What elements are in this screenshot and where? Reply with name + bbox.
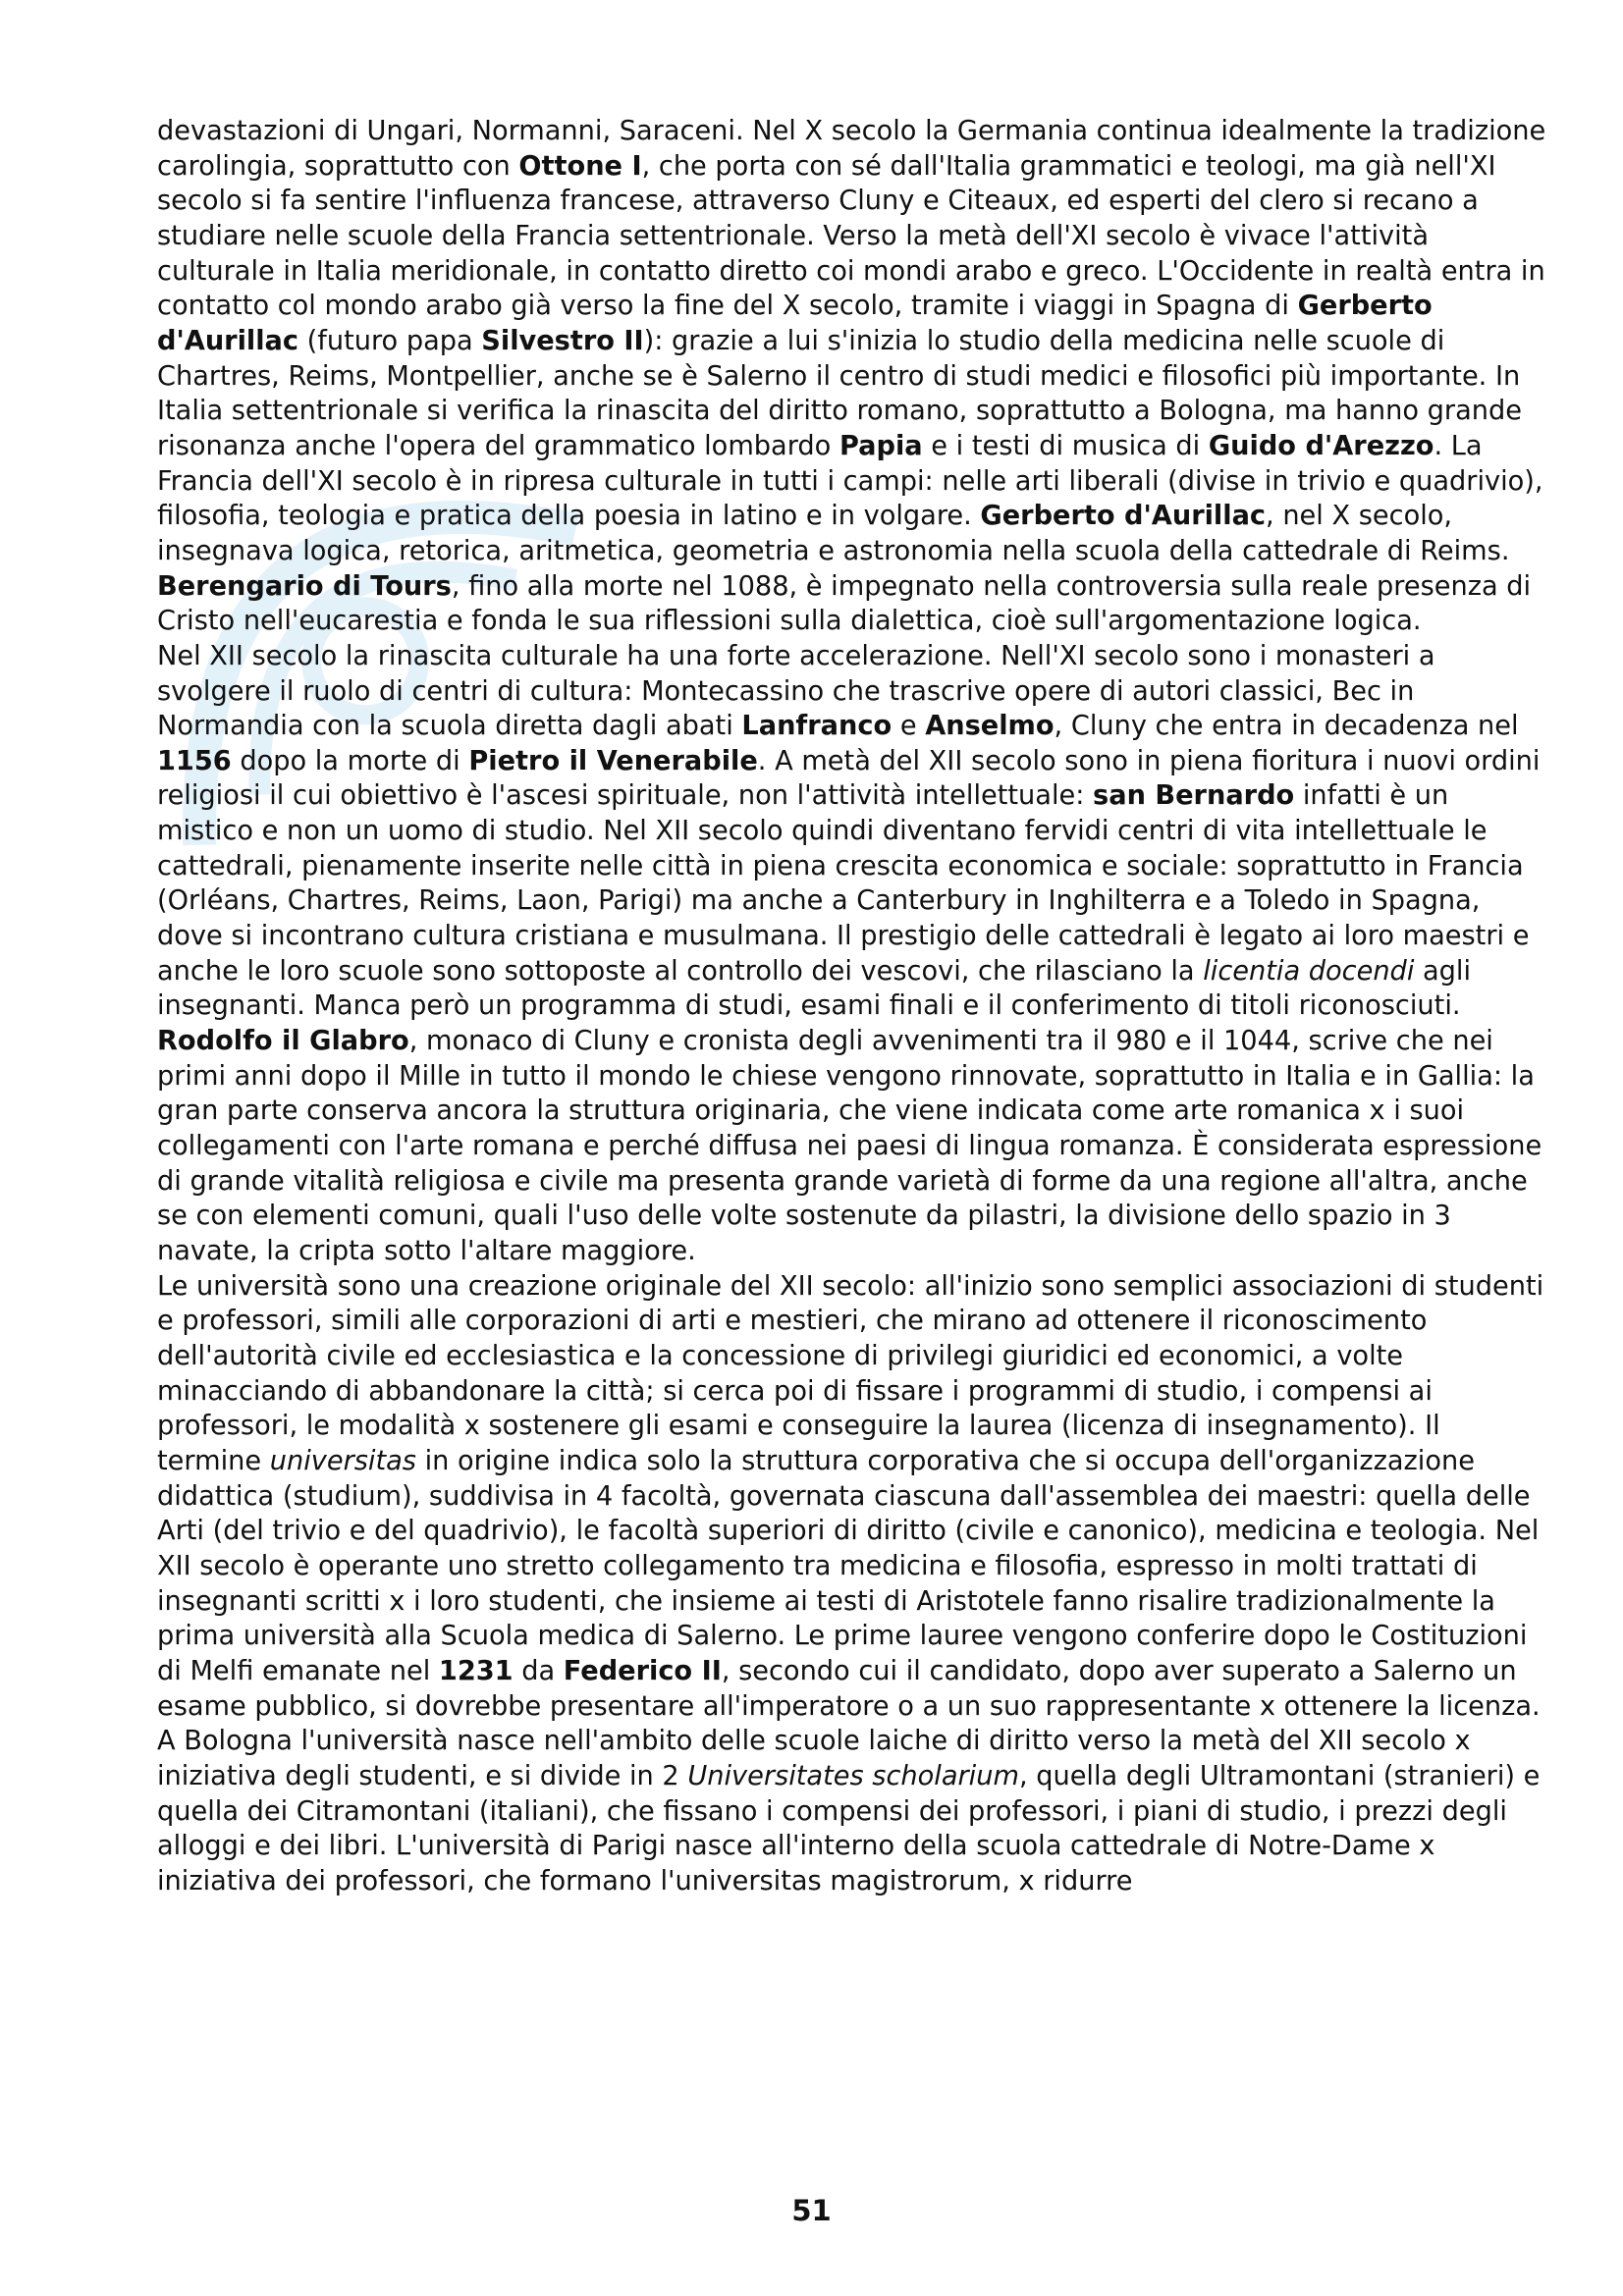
text-run: infatti è un mistico e non un uomo di studio. Nel XII secolo quindi diventano fervidi centri di vita intellettuale le cattedrali, pienamente inserite nelle città in piena crescita economica e sociale: soprattutto in Francia (Orléans, Chartres, Reims, Laon, Parigi) ma anche a Canterbury in Inghilterra e a Toledo in Spagna, dove si incontrano cultura cristiana e musulmana. Il prestigio delle cattedrali è legato ai loro maestri e anche le loro scuole sono sottoposte al controllo dei vescovi, che rilasciano la — [157, 780, 1530, 987]
text-run: , fino alla morte nel 1088, è impegnato nella controversia sulla reale presenza di Cristo nell'eucarestia e fonda le sua riflessioni sulla dialettica, cioè sull'argomentazione logica. — [157, 570, 1532, 637]
text-run: e — [892, 711, 926, 742]
text-run: , secondo cui il candidato, dopo aver superato a Salerno un esame pubblico, si dovrebbe presentare all'imperatore o a un suo rappresentante x ottenere la licenza. A Bologna l'università nasce nell'ambito delle scuole laiche di diritto verso la metà del XII secolo x iniziativa degli studenti, e si divide in 2 — [157, 1655, 1541, 1791]
bold-term: Guido d'Arezzo — [1208, 430, 1434, 461]
text-run: da — [513, 1655, 564, 1686]
bold-term: Federico II — [563, 1655, 722, 1686]
text-run: devastazioni di Ungari, Normanni, Saraceni. Nel X secolo la Germania continua idealmente la tradizione carolingia, soprattutto con — [157, 116, 1546, 182]
bold-term: Rodolfo il Glabro — [157, 1026, 409, 1057]
bold-term: Ottone I — [518, 150, 642, 182]
text-run: , che porta con sé dall'Italia grammatici e teologi, ma già nell'XI secolo si fa sentire l'influenza francese, attraverso Cluny e Citeaux, ed esperti del clero si recano a studiare nelle scuole della Francia settentrionale. Verso la metà dell'XI secolo è vivace l'attività culturale in Italia meridionale, in contatto diretto coi mondi arabo e greco. L'Occidente in realtà entra in contatto col mondo arabo già verso la fine del X secolo, tramite i viaggi in Spagna di — [157, 150, 1545, 322]
paragraph — [157, 1269, 1551, 1899]
paragraph — [157, 114, 1551, 639]
text-run: (futuro papa — [298, 325, 482, 356]
italic-term: universitas — [269, 1445, 416, 1476]
text-run: agli insegnanti. Manca però un programma di studi, esami finali e il conferimento di titoli riconosciuti. — [157, 955, 1472, 1022]
text-run: in origine indica solo la struttura corporativa che si occupa dell'organizzazione didattica (studium), suddivisa in 4 facoltà, governata ciascuna dall'assemblea dei maestri: quella delle Arti (del trivio e del quadrivio), le facoltà superiori di diritto (civile e canonico), medicina e teologia. Nel XII secolo è operante uno stretto collegamento tra medicina e filosofia, espresso in molti trattati di insegnanti scritti x i loro studenti, che insieme ai testi di Aristotele fanno risalire tradizionalmente la prima università alla Scuola medica di Salerno. Le prime lauree vengono conferire dopo le Costituzioni di Melfi emanate nel — [157, 1445, 1540, 1686]
text-run: , nel X secolo, insegnava logica, retorica, aritmetica, geometria e astronomia nella scuola della cattedrale di Reims. — [157, 501, 1510, 566]
bold-term: Papia — [839, 430, 923, 461]
bold-term: 1231 — [438, 1655, 514, 1686]
text-run: e i testi di musica di — [922, 430, 1209, 461]
bold-term: Silvestro II — [481, 325, 644, 356]
bold-term: Anselmo — [925, 711, 1055, 742]
page-body — [157, 114, 1551, 1898]
italic-term: licentia docendi — [1203, 955, 1415, 987]
bold-term: Gerberto d'Aurillac — [157, 291, 1433, 356]
text-run: Le università sono una creazione originale del XII secolo: all'inizio sono semplici associazioni di studenti e professori, simili alle corporazioni di arti e mestieri, che mirano ad ottenere il riconoscimento dell'autorità civile ed ecclesiastica e la concessione di privilegi giuridici ed economici, a volte minacciando di abbandonare la città; si cerca poi di fissare i programmi di studio, i compensi ai professori, le modalità x sostenere gli esami e conseguire la laurea (licenza di insegnamento). Il termine — [157, 1270, 1544, 1476]
paragraph — [157, 1024, 1551, 1269]
bold-term: Gerberto d'Aurillac — [980, 501, 1267, 532]
text-run: ): grazie a lui s'inizia lo studio della medicina nelle scuole di Chartres, Reims, Montpellier, anche se è Salerno il centro di studi medici e filosofici più importante. In Italia settentrionale si verifica la rinascita del diritto romano, soprattutto a Bologna, ma hanno grande risonanza anche l'opera del grammatico lombardo — [157, 325, 1522, 461]
bold-term: Berengario di Tours — [157, 570, 452, 602]
text-run: dopo la morte di — [231, 745, 469, 776]
text-run: , quella degli Ultramontani (stranieri) e quella dei Citramontani (italiani), che fissano i compensi dei professori, i piani di studio, i prezzi degli alloggi e dei libri. L'università di Parigi nasce all'interno della scuola cattedrale di Notre-Dame x iniziativa dei professori, che formano l'universitas magistrorum, x ridurre — [157, 1760, 1541, 1896]
text-run: . La Francia dell'XI secolo è in ripresa culturale in tutti i campi: nelle arti liberali (divise in trivio e quadrivio), filosofia, teologia e pratica della poesia in latino e in volgare. — [157, 430, 1543, 532]
text-run: Nel XII secolo la rinascita culturale ha una forte accelerazione. Nell'XI secolo sono i monasteri a svolgere il ruolo di centri di cultura: Montecassino che trascrive opere di autori classici, Bec in Normandia con la scuola diretta dagli abati — [157, 640, 1435, 742]
page-number: 51 — [791, 2194, 832, 2227]
italic-term: Universitates scholarium — [687, 1760, 1019, 1791]
paragraph — [157, 639, 1551, 1024]
bold-term: 1156 — [157, 745, 232, 776]
text-run: , Cluny che entra in decadenza nel — [1054, 711, 1519, 742]
text-run: , monaco di Cluny e cronista degli avvenimenti tra il 980 e il 1044, scrive che nei primi anni dopo il Mille in tutto il mondo le chiese vengono rinnovate, soprattutto in Italia e in Gallia: la gran parte conserva ancora la struttura originaria, che viene indicata come arte romanica x i suoi collegamenti con l'arte romana e perché diffusa nei paesi di lingua romanza. È considerata espressione di grande vitalità religiosa e civile ma presenta grande varietà di forme da una regione all'altra, anche se con elementi comuni, quali l'uso delle volte sostenute da pilastri, la divisione dello spazio in 3 navate, la cripta sotto l'altare maggiore. — [157, 1026, 1542, 1266]
bold-term: Lanfranco — [741, 711, 893, 742]
text-run: . A metà del XII secolo sono in piena fioritura i nuovi ordini religiosi il cui obiettivo è l'ascesi spirituale, non l'attività intellettuale: — [157, 745, 1541, 812]
bold-term: Pietro il Venerabile — [468, 745, 758, 776]
bold-term: san Bernardo — [1093, 780, 1295, 812]
